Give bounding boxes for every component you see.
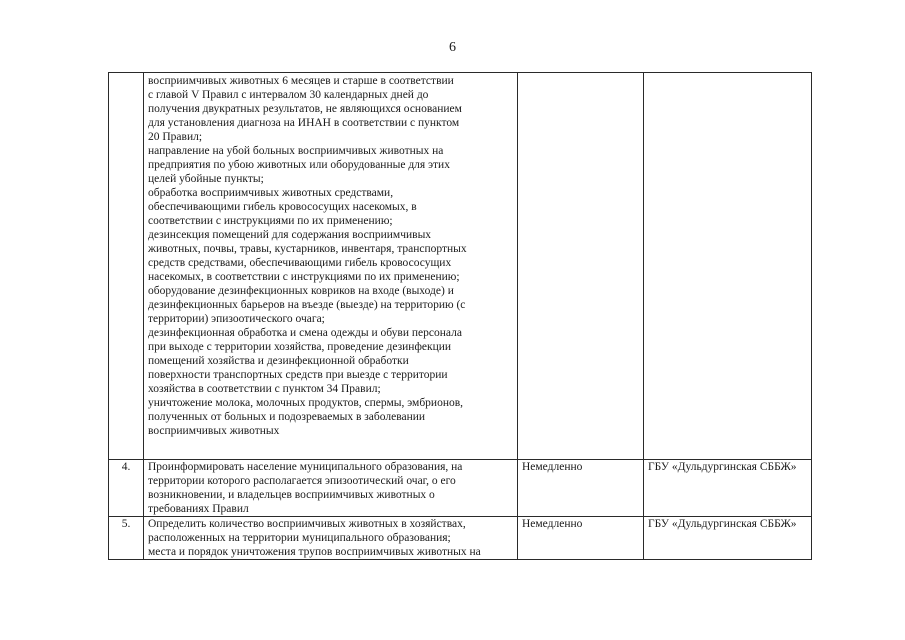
text-line: места и порядок уничтожения трупов восприимчивых животных на [148,546,481,558]
text-line: получения двукратных результатов, не являющихся основанием [148,103,462,115]
measure-text-cell [144,460,518,517]
text-line: возникновении, и владельцев восприимчивых животных о [148,489,435,501]
text-line: дезинфекционная обработка и смена одежды и обуви персонала [148,327,462,339]
text-line: при выходе с территории хозяйства, проведение дезинфекции [148,341,452,353]
text-line: соответствии с инструкциями по их применению; [148,215,393,227]
text-line: с главой V Правил с интервалом 30 календарных дней до [148,89,429,101]
responsible-cell: ГБУ «Дульдургинская СББЖ» [644,517,812,560]
row-number-cell: 5. [109,517,144,560]
responsible-cell [644,73,812,460]
table-row [109,73,812,460]
text-line: полученных от больных и подозреваемых в заболевании [148,411,426,423]
text-line: восприимчивых животных 6 месяцев и старше в соответствии [148,75,454,87]
text-line: для установления диагноза на ИНАН в соответствии с пунктом [148,117,460,129]
responsible-cell: ГБУ «Дульдургинская СББЖ» [644,460,812,517]
text-line: Проинформировать население муниципального образования, на [148,461,463,473]
text-line: оборудование дезинфекционных ковриков на входе (выходе) и [148,285,454,297]
term-cell: Немедленно [518,460,644,517]
measure-text-cell [144,73,518,460]
measures-table [108,72,812,560]
text-line: уничтожение молока, молочных продуктов, спермы, эмбрионов, [148,397,464,409]
term-cell: Немедленно [518,517,644,560]
text-line: расположенных на территории муниципального образования; [148,532,451,544]
text-line: территории) эпизоотического очага; [148,313,325,325]
text-line: средств средствами, обеспечивающими гибель кровососущих [148,257,452,269]
row-number-cell: 4. [109,460,144,517]
text-line: помещений хозяйства и дезинфекционной обработки [148,355,409,367]
text-line: требованиях Правил [148,503,249,515]
text-line: Определить количество восприимчивых животных в хозяйствах, [148,518,466,530]
text-line: поверхности транспортных средств при выезде с территории [148,369,448,381]
text-line: территории которого располагается эпизоотический очаг, о его [148,475,456,487]
text-line: 20 Правил; [148,131,203,143]
text-line: дезинфекционных барьеров на въезде (выезде) на территорию (с [148,299,466,311]
text-line: хозяйства в соответствии с пунктом 34 Правил; [148,383,381,395]
page-number: 6 [449,40,456,55]
text-line: целей убойные пункты; [148,173,264,185]
text-line: обеспечивающими гибель кровососущих насекомых, в [148,201,417,213]
row-number-cell [109,73,144,460]
text-line: обработка восприимчивых животных средствами, [148,187,394,199]
measure-text-cell [144,517,518,560]
text-line: предприятия по убою животных или оборудованные для этих [148,159,450,171]
text-line: направление на убой больных восприимчивых животных на [148,145,444,157]
text-line: насекомых, в соответствии с инструкциями по их применению; [148,271,460,283]
text-line: дезинсекция помещений для содержания восприимчивых [148,229,432,241]
table-row [109,460,812,517]
term-cell [518,73,644,460]
text-line: животных, почвы, травы, кустарников, инвентаря, транспортных [148,243,467,255]
text-line: восприимчивых животных [148,425,280,437]
table-row [109,517,812,560]
